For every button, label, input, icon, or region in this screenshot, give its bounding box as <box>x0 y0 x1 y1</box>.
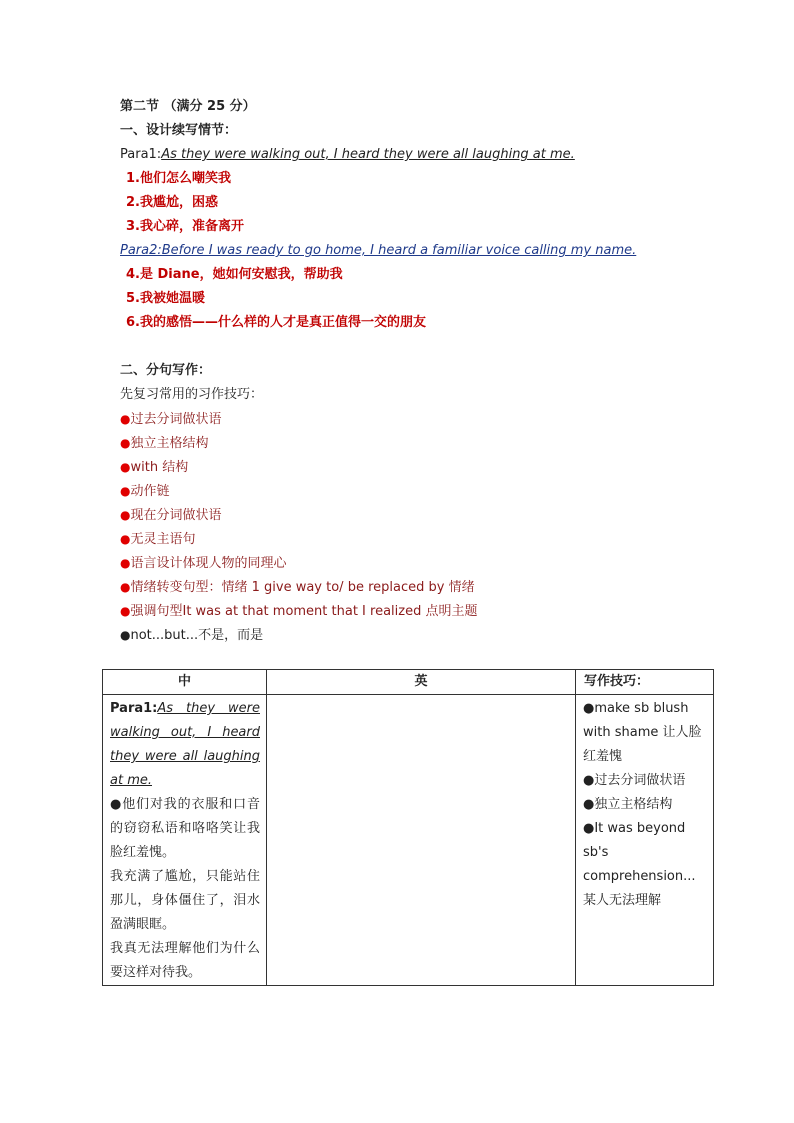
technique-item: ●无灵主语句 <box>120 532 196 547</box>
plot-point-1: 1.他们怎么嘲笑我 <box>126 171 231 186</box>
bullet-dot-icon: ● <box>120 532 131 546</box>
cn-line: ●他们对我的衣服和口音的窃窃私语和咯咯笑让我脸红羞愧。 <box>110 797 260 860</box>
cn-para-label: Para1: <box>110 701 158 716</box>
technique-item: ●动作链 <box>120 484 170 499</box>
technique-item: ●现在分词做状语 <box>120 508 222 523</box>
bullet-dot-icon: ● <box>120 508 131 522</box>
techniques-cell <box>576 695 714 986</box>
bullet-dot-icon: ● <box>120 580 131 594</box>
bullet-dot-icon: ● <box>120 460 131 474</box>
tip-item: ●It was beyond sb's comprehension...某人无法理解 <box>583 821 696 908</box>
tip-item: ●过去分词做状语 <box>583 773 686 788</box>
technique-item: ●强调句型It was at that moment that I realized 点明主题 <box>120 604 478 619</box>
tip-item: ●独立主格结构 <box>583 797 673 812</box>
plot-point-5: 5.我被她温暖 <box>126 291 205 306</box>
chinese-cell <box>103 695 267 986</box>
part1-heading: 一、设计续写情节： <box>120 123 238 138</box>
para1-text: As they were walking out, I heard they were all laughing at me. <box>161 147 575 162</box>
writing-table <box>102 669 714 986</box>
bullet-dot-icon: ● <box>120 436 131 450</box>
table-row <box>103 695 714 986</box>
tip-item: ●make sb blush with shame 让人脸红羞愧 <box>583 701 702 764</box>
english-answer-cell[interactable] <box>267 695 576 986</box>
table-header-row <box>103 670 714 695</box>
technique-item: ●独立主格结构 <box>120 436 209 451</box>
header-chinese: 中 <box>103 670 267 695</box>
header-english: 英 <box>267 670 576 695</box>
para1-prefix: Para1: <box>120 147 162 162</box>
part2-heading: 二、分句写作： <box>120 363 212 378</box>
section-title: 第二节 （满分 25 分） <box>120 99 256 114</box>
technique-item: ●过去分词做状语 <box>120 412 222 427</box>
plot-point-3: 3.我心碎，准备离开 <box>126 219 244 234</box>
cn-line: 我充满了尴尬，只能站住那儿，身体僵住了，泪水盈满眼眶。 <box>110 869 260 932</box>
para2-line: Para2:Before I was ready to go home, I heard a familiar voice calling my name. <box>120 243 637 258</box>
cn-line: 我真无法理解他们为什么要这样对待我。 <box>110 941 260 980</box>
technique-item: ●语言设计体现人物的同理心 <box>120 556 287 571</box>
bullet-dot-icon: ● <box>120 628 131 642</box>
bullet-dot-icon: ● <box>120 604 131 618</box>
bullet-dot-icon: ● <box>120 412 131 426</box>
bullet-dot-icon: ● <box>120 556 131 570</box>
technique-item: ●not...but...不是，而是 <box>120 628 264 643</box>
plot-point-6: 6.我的感悟——什么样的人才是真正值得一交的朋友 <box>126 315 426 330</box>
bullet-dot-icon: ● <box>120 484 131 498</box>
plot-point-2: 2.我尴尬，困惑 <box>126 195 218 210</box>
part2-intro: 先复习常用的习作技巧： <box>120 387 264 402</box>
technique-item: ●情绪转变句型：情绪 1 give way to/ be replaced by 情绪 <box>120 580 475 595</box>
technique-item: ●with 结构 <box>120 460 189 475</box>
cn-para-text: As they were walking out, I heard they were all laughing at me. <box>110 701 260 788</box>
plot-point-4: 4.是 Diane，她如何安慰我，帮助我 <box>126 267 343 282</box>
header-techniques: 写作技巧： <box>576 670 714 695</box>
para1-line <box>120 145 575 165</box>
